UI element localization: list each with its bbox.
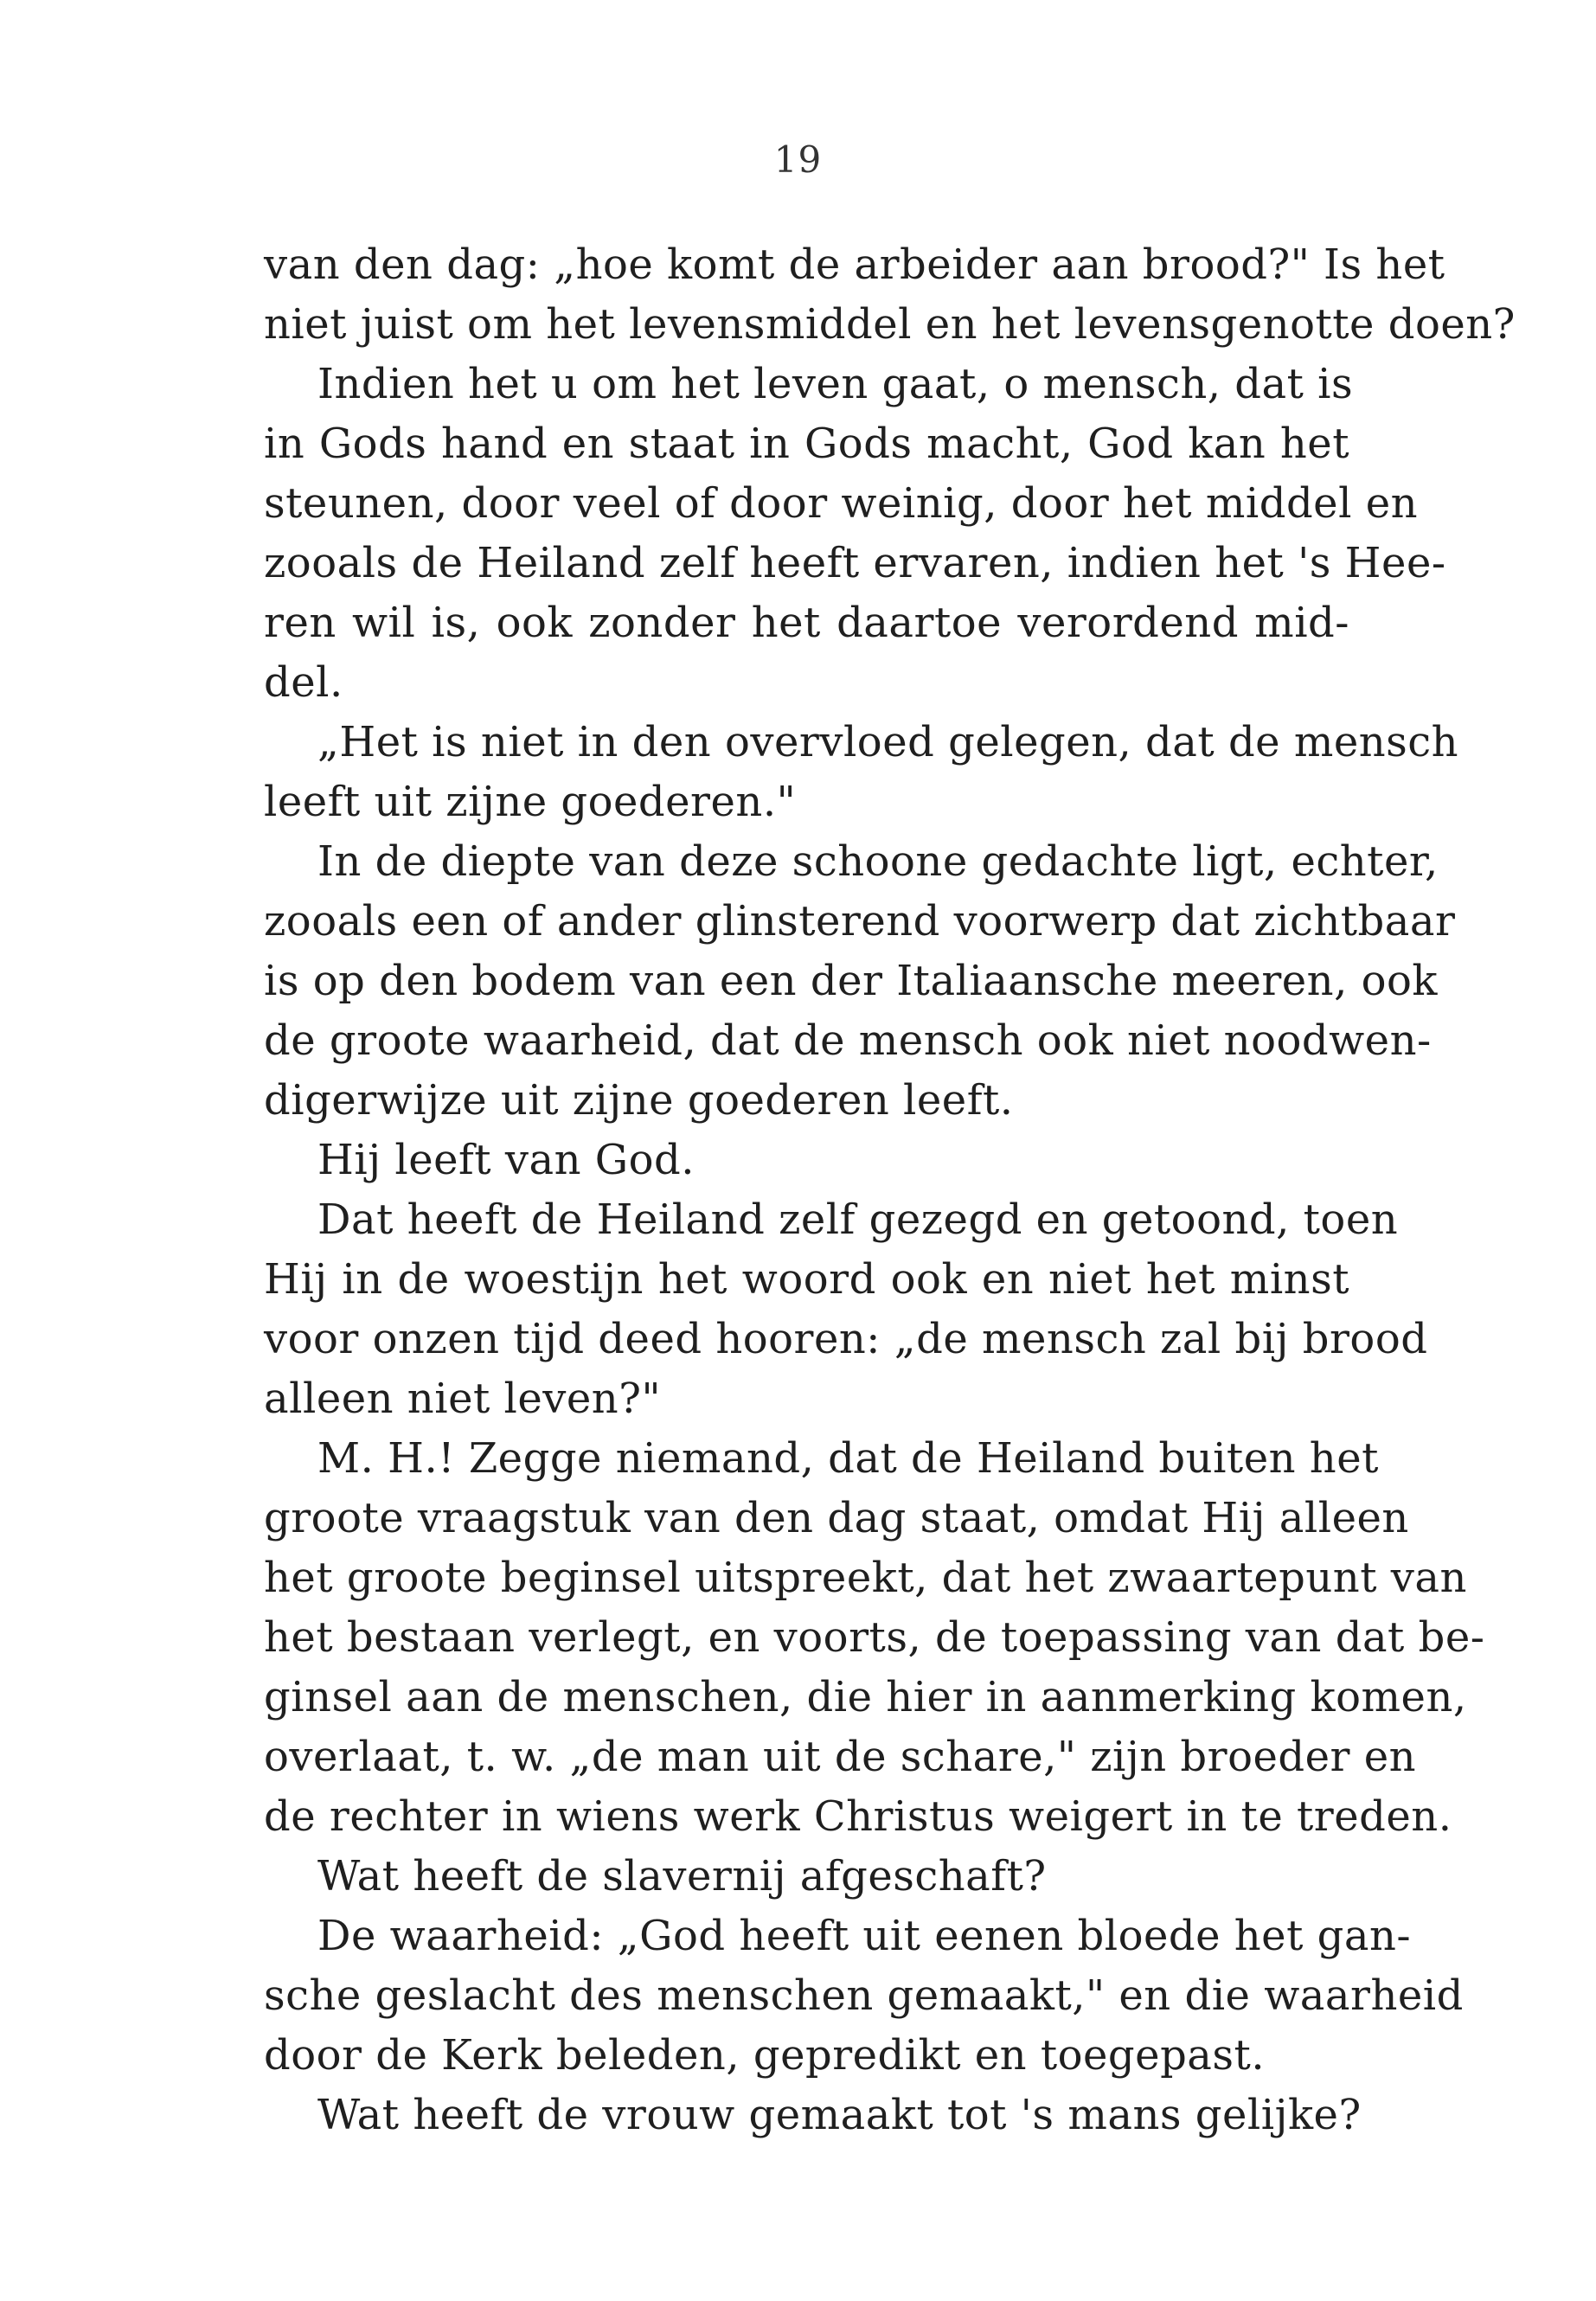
text-line: digerwijze uit zijne goederen leeft. bbox=[264, 1076, 1014, 1125]
text-line: alleen niet leven?" bbox=[264, 1375, 662, 1423]
text-line: ren wil is, ook zonder het daartoe verordend mid- bbox=[264, 599, 1349, 647]
text-line: De waarheid: „God heeft uit eenen bloede het gan- bbox=[317, 1912, 1412, 1960]
text-line: del. bbox=[264, 658, 343, 707]
text-line: zooals een of ander glinsterend voorwerp dat zichtbaar bbox=[264, 897, 1456, 945]
text-line: de rechter in wiens werk Christus weigert in te treden. bbox=[264, 1792, 1452, 1841]
text-line: leeft uit zijne goederen." bbox=[264, 778, 797, 826]
text-line: „Het is niet in den overvloed gelegen, dat de mensch bbox=[317, 718, 1459, 766]
text-line: Hij in de woestijn het woord ook en niet het minst bbox=[264, 1255, 1349, 1304]
text-line: door de Kerk beleden, gepredikt en toegepast. bbox=[264, 2031, 1266, 2080]
text-line: Dat heeft de Heiland zelf gezegd en getoond, toen bbox=[317, 1195, 1399, 1244]
text-line: het groote beginsel uitspreekt, dat het zwaartepunt van bbox=[264, 1554, 1467, 1602]
text-line: Wat heeft de vrouw gemaakt tot 's mans gelijke? bbox=[317, 2091, 1362, 2139]
text-line: de groote waarheid, dat de mensch ook niet noodwen- bbox=[264, 1016, 1432, 1065]
text-line: het bestaan verlegt, en voorts, de toepassing van dat be- bbox=[264, 1613, 1485, 1662]
text-line: is op den bodem van een der Italiaansche meeren, ook bbox=[264, 957, 1438, 1005]
text-line: sche geslacht des menschen gemaakt," en die waarheid bbox=[264, 1971, 1464, 2020]
text-line: Wat heeft de slavernij afgeschaft? bbox=[317, 1852, 1047, 1900]
text-line: in Gods hand en staat in Gods macht, God kan het bbox=[264, 420, 1349, 468]
page-number: 19 bbox=[773, 138, 823, 181]
text-line: groote vraagstuk van den dag staat, omdat Hij alleen bbox=[264, 1494, 1409, 1542]
text-line: steunen, door veel of door weinig, door het middel en bbox=[264, 479, 1419, 528]
body-text bbox=[264, 235, 1516, 2145]
text-line: ginsel aan de menschen, die hier in aanmerking komen, bbox=[264, 1673, 1467, 1721]
text-line: zooals de Heiland zelf heeft ervaren, indien het 's Hee- bbox=[264, 539, 1446, 587]
text-line: Indien het u om het leven gaat, o mensch, dat is bbox=[317, 360, 1354, 408]
text-line: M. H.! Zegge niemand, dat de Heiland buiten het bbox=[317, 1434, 1379, 1483]
text-line: overlaat, t. w. „de man uit de schare," zijn broeder en bbox=[264, 1733, 1417, 1781]
text-line: In de diepte van deze schoone gedachte ligt, echter, bbox=[317, 837, 1439, 886]
text-line: van den dag: „hoe komt de arbeider aan brood?" Is het bbox=[264, 240, 1445, 289]
text-line: Hij leeft van God. bbox=[317, 1136, 695, 1184]
text-line: voor onzen tijd deed hooren: „de mensch zal bij brood bbox=[264, 1315, 1428, 1363]
text-line: niet juist om het levensmiddel en het levensgenotte doen? bbox=[264, 300, 1516, 349]
